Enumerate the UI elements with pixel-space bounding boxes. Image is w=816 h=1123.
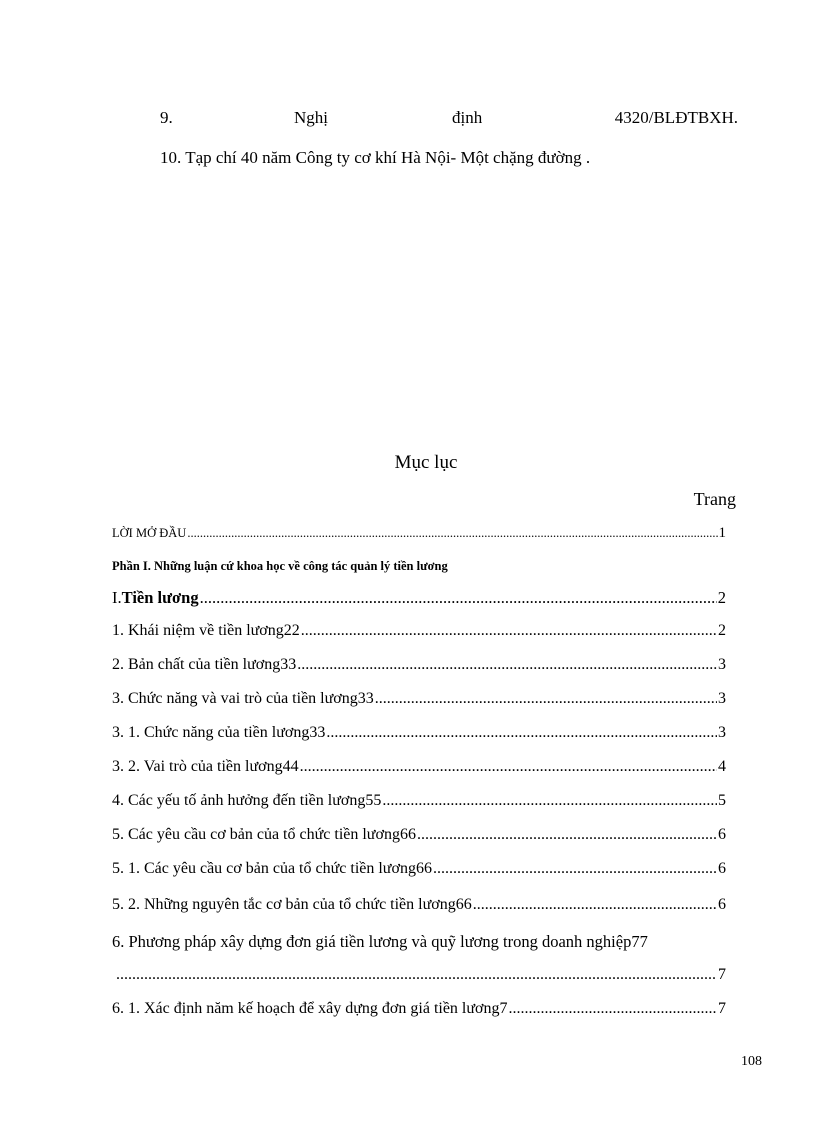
toc-entry-title: 6. 1. Xác định năm kế hoạch để xây dựng đơn giá tiền lương7 [112, 1000, 508, 1017]
toc-leader-dots [116, 966, 717, 984]
toc-leader-dots [200, 588, 717, 608]
toc-entry-page: 5 [718, 792, 726, 809]
toc-entry-title: 2. Bản chất của tiền lương33 [112, 656, 297, 673]
toc-entry[interactable] [112, 826, 726, 844]
toc-entry-long-continuation[interactable] [112, 966, 726, 984]
toc-entry-title: 5. 1. Các yêu cầu cơ bản của tổ chức tiền lương66 [112, 860, 432, 877]
toc-entry-title: 3. 2. Vai trò của tiền lương44 [112, 758, 299, 775]
toc-entry-page: 7 [718, 1000, 726, 1017]
reference-10: 10. Tạp chí 40 năm Công ty cơ khí Hà Nội- Một chặng đường . [160, 148, 591, 167]
toc-entry-page: 7 [718, 966, 726, 983]
toc-entry-title: 5. Các yêu cầu cơ bản của tổ chức tiền lương66 [112, 826, 416, 843]
toc-entry-long-title[interactable]: 6. Phương pháp xây dựng đơn giá tiền lương và quỹ lương trong doanh nghiệp77 [112, 932, 648, 951]
reference-9-word-1: Nghị [294, 108, 328, 127]
toc-entry-title: Tiền lương [121, 588, 199, 607]
toc-entry[interactable] [112, 860, 726, 878]
toc-entry-title: 3. Chức năng và vai trò của tiền lương33 [112, 690, 374, 707]
toc-entry[interactable] [112, 656, 726, 674]
toc-leader-dots [301, 622, 717, 640]
toc-entry-page: 6 [718, 896, 726, 913]
toc-entry-page: 3 [718, 724, 726, 741]
toc-leader-dots [509, 1000, 717, 1018]
toc-leader-dots [433, 860, 717, 878]
toc-title: Mục lục [394, 452, 458, 473]
toc-entry[interactable] [112, 690, 726, 708]
toc-leader-dots [473, 896, 717, 914]
toc-leader-dots [375, 690, 717, 708]
page-number: 108 [741, 1054, 762, 1069]
toc-entry[interactable] [112, 792, 726, 810]
toc-entry-section-1[interactable] [112, 588, 726, 608]
toc-leader-dots [382, 792, 717, 810]
toc-entry-page: 2 [718, 622, 726, 639]
toc-entry-page: 6 [718, 826, 726, 843]
toc-part-heading: Phần I. Những luận cứ khoa học về công tác quản lý tiền lương [112, 559, 448, 573]
toc-entry-page: 6 [718, 860, 726, 877]
toc-leader-dots [326, 724, 717, 742]
toc-entry[interactable] [112, 1000, 726, 1018]
toc-leader-dots [297, 656, 717, 674]
reference-9-number: 9. [160, 108, 173, 127]
reference-9 [160, 108, 738, 132]
toc-entry-page: 4 [718, 758, 726, 775]
toc-entry[interactable] [112, 896, 726, 914]
toc-entry-title: 3. 1. Chức năng của tiền lương33 [112, 724, 326, 741]
toc-entry-intro[interactable] [112, 525, 726, 542]
toc-entry-title: 5. 2. Những nguyên tắc cơ bản của tổ chức tiền lương66 [112, 896, 472, 913]
toc-entry-page: 3 [718, 656, 726, 673]
reference-9-word-2: định [452, 108, 483, 127]
toc-entry-page: 1 [718, 525, 726, 541]
toc-entry-page: 3 [718, 690, 726, 707]
toc-entry-title: 4. Các yếu tố ảnh hưởng đến tiền lương55 [112, 792, 382, 809]
toc-leader-dots [300, 758, 717, 776]
toc-entry-page: 2 [717, 588, 726, 607]
toc-leader-dots [187, 526, 717, 541]
toc-entry-title: LỜI MỞ ĐẦU [112, 526, 187, 540]
toc-entry-prefix: I. [112, 588, 122, 607]
toc-entry[interactable] [112, 622, 726, 640]
reference-9-word-3: 4320/BLĐTBXH. [614, 108, 738, 127]
toc-entry[interactable] [112, 724, 726, 742]
toc-page-header: Trang [693, 489, 736, 509]
toc-entry[interactable] [112, 758, 726, 776]
toc-entry-title: 1. Khái niệm về tiền lương22 [112, 622, 300, 639]
toc-leader-dots [417, 826, 717, 844]
